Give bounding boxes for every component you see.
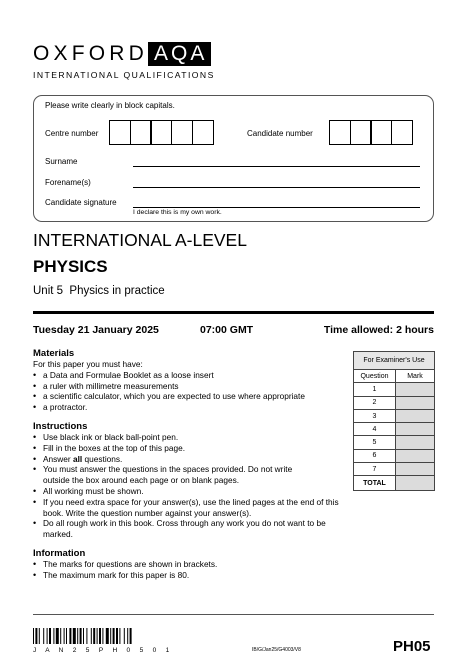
centre-number-label: Centre number [45, 129, 99, 138]
barcode-bar [56, 628, 59, 644]
instructions-heading: Instructions [33, 421, 88, 432]
candidate-number-label: Candidate number [247, 129, 313, 138]
barcode-bar [43, 628, 44, 644]
barcode-bar [80, 628, 82, 644]
materials-item: • a scientific calculator, which you are expected to use where appropriate [33, 391, 353, 402]
instructions-emphasis: all [72, 453, 83, 464]
paper-code: PH05 [393, 638, 431, 655]
barcode-bar [102, 628, 103, 644]
oxfordaqa-logo [33, 42, 211, 66]
barcode-bar [86, 628, 87, 644]
candidate-number-cell[interactable] [391, 120, 413, 145]
forenames-field[interactable] [133, 187, 420, 188]
signature-field[interactable] [133, 207, 420, 208]
barcode-bar [97, 628, 98, 644]
materials-heading: Materials [33, 348, 75, 359]
barcode-bar [83, 628, 84, 644]
surname-label: Surname [45, 157, 78, 166]
instructions-item: • You must answer the questions in the spaces provided. Do not write outside the box around each page or on blank pages. [33, 464, 318, 486]
barcode-bar [53, 628, 54, 644]
mark-cell [396, 409, 435, 422]
question-column-header: Question [354, 370, 396, 383]
mark-cell [396, 436, 435, 449]
information-item: • The marks for questions are shown in brackets. [33, 559, 353, 570]
question-number: 2 [354, 396, 396, 409]
barcode-bar [77, 628, 78, 644]
barcode-bar [99, 628, 101, 644]
barcode-bar [60, 628, 61, 644]
unit-title: Unit 5 Physics in practice [33, 285, 165, 297]
barcode-bar [47, 628, 48, 644]
instructions-item: • If you need extra space for your answer(s), use the lined pages at the end of this book. Write the question number against your answer(s). [33, 497, 343, 519]
barcode-bar [113, 628, 115, 644]
footer-divider [33, 614, 434, 615]
barcode-bar [35, 628, 37, 644]
instructions-item [33, 454, 343, 465]
title-divider [33, 311, 434, 314]
question-number: 6 [354, 449, 396, 462]
instructions-item: • All working must be shown. [33, 486, 343, 497]
candidate-number-cell[interactable] [370, 120, 392, 145]
centre-number-cell[interactable] [192, 120, 214, 145]
barcode-bar [49, 628, 51, 644]
barcode-bar [64, 628, 65, 644]
candidate-number-field[interactable] [329, 120, 413, 145]
candidate-number-cell[interactable] [329, 120, 351, 145]
barcode-bar [106, 628, 109, 644]
instructions-item-text: questions. [82, 453, 123, 464]
barcode-bar [119, 628, 120, 644]
question-number: 7 [354, 463, 396, 476]
materials-item: • a protractor. [33, 402, 353, 413]
own-work-declaration: I declare this is my own work. [133, 209, 222, 216]
barcode-bar [130, 628, 132, 644]
surname-field[interactable] [133, 166, 420, 167]
instructions-item: • Do all rough work in this book. Cross through any work you do not want to be marked. [33, 518, 328, 540]
materials-item: • a ruler with millimetre measurements [33, 381, 353, 392]
mark-cell [396, 463, 435, 476]
logo-oxford: OXFORD [33, 42, 149, 65]
time-allowed: Time allowed: 2 hours [323, 324, 434, 336]
total-mark-cell [396, 476, 435, 491]
barcode-text: J A N 2 5 P H 0 5 0 1 [33, 647, 174, 654]
centre-number-field[interactable] [109, 120, 214, 145]
examiner-table-title: For Examiner's Use [354, 352, 435, 370]
barcode-bar [66, 628, 67, 644]
barcode-bar [124, 628, 125, 644]
question-number: 3 [354, 409, 396, 422]
barcode-bar [39, 628, 40, 644]
information-heading: Information [33, 548, 86, 559]
barcode-bar [127, 628, 128, 644]
logo-subtitle: INTERNATIONAL QUALIFICATIONS [33, 70, 215, 80]
logo-aqa: AQA [148, 42, 211, 66]
candidate-number-cell[interactable] [350, 120, 372, 145]
information-item: • The maximum mark for this paper is 80. [33, 570, 353, 581]
barcode-bar [116, 628, 118, 644]
information-section [33, 548, 353, 581]
question-number: 1 [354, 383, 396, 396]
instructions-item: • Fill in the boxes at the top of this page. [33, 443, 343, 454]
materials-item: • a Data and Formulae Booklet as a loose insert [33, 370, 353, 381]
barcode-bar [69, 628, 71, 644]
exam-date: Tuesday 21 January 2025 [33, 324, 159, 336]
document-reference: IB/G/Jan25/G4003/V8 [252, 647, 301, 653]
subject-title: PHYSICS [33, 257, 108, 276]
mark-cell [396, 423, 435, 436]
mark-cell [396, 449, 435, 462]
qualification-level: INTERNATIONAL A-LEVEL [33, 230, 247, 250]
materials-intro: For this paper you must have: [33, 359, 143, 369]
mark-cell [396, 383, 435, 396]
instructions-section [33, 421, 343, 540]
question-number: 5 [354, 436, 396, 449]
materials-section [33, 348, 353, 413]
barcode-bar [73, 628, 76, 644]
barcode-bar [93, 628, 95, 644]
centre-number-cell[interactable] [171, 120, 193, 145]
exam-time: 07:00 GMT [200, 324, 254, 336]
signature-label: Candidate signature [45, 198, 117, 207]
barcode-bar [91, 628, 92, 644]
mark-column-header: Mark [396, 370, 435, 383]
centre-number-cell[interactable] [150, 120, 172, 145]
instructions-item: • Use black ink or black ball-point pen. [33, 432, 343, 443]
total-label: TOTAL [354, 476, 396, 491]
barcode-image [33, 628, 175, 644]
barcode-bar [110, 628, 111, 644]
question-number: 4 [354, 423, 396, 436]
forenames-label: Forename(s) [45, 178, 91, 187]
examiner-use-table [353, 351, 435, 491]
centre-number-cell[interactable] [109, 120, 131, 145]
mark-cell [396, 396, 435, 409]
block-capitals-instruction: Please write clearly in block capitals. [45, 101, 175, 110]
instructions-item-text: Answer [43, 453, 73, 464]
barcode-bar [33, 628, 34, 644]
centre-number-cell[interactable] [130, 120, 152, 145]
